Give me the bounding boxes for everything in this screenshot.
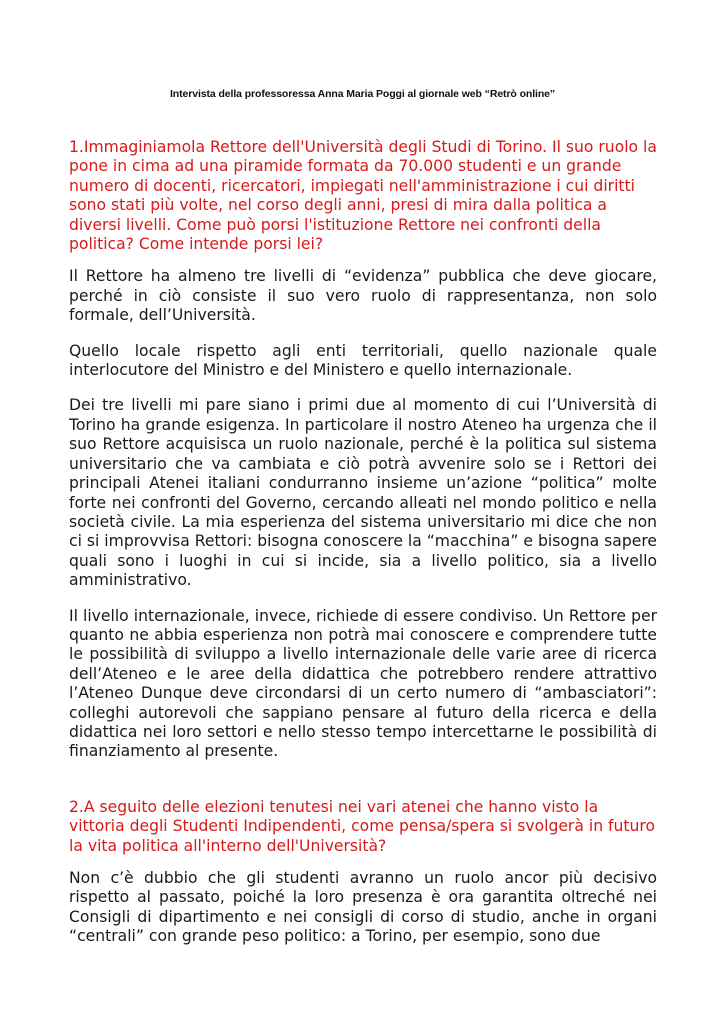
document-title: Intervista della professoressa Anna Maria Poggi al giornale web “Retrò online” (169, 88, 556, 100)
answer-1-paragraph-4: Il livello internazionale, invece, richiede di essere condiviso. Un Rettore per quanto ne abbia esperienza non potrà mai conoscere e comprendere tutte le possibilità di sviluppo a livello internazionale delle varie aree di ricerca dell’Ateneo e le aree della didattica che potrebbero rendere attrattivo l’Ateneo Dunque deve circondarsi di un certo numero di “ambasciatori”: colleghi autorevoli che sappiano pensare al futuro della ricerca e della didattica nei loro settori e nello stesso tempo intercettarne le possibilità di finanziamento al presente. (69, 606, 657, 761)
answer-1-paragraph-3: Dei tre livelli mi pare siano i primi due al momento di cui l’Università di Torino ha grande esigenza. In particolare il nostro Ateneo ha urgenza che il suo Rettore acquisisca un ruolo nazionale, perché è la politica sul sistema universitario che va cambiata e ciò potrà avvenire solo se i Rettori dei principali Atenei italiani condurranno insieme un’azione “politica” molte forte nei confronti del Governo, cercando alleati nel mondo politico e nella società civile. La mia esperienza del sistema universitario mi dice che non ci si improvvisa Rettori: bisogna conoscere la “macchina” e bisogna sapere quali sono i luoghi in cui si incide, sia a livello politico, sia a livello amministrativo. (69, 396, 657, 590)
answer-2-paragraph-1: Non c’è dubbio che gli studenti avranno un ruolo ancor più decisivo rispetto al passato, poiché la loro presenza è ora garantita oltreché nei Consigli di dipartimento e nei consigli di corso di studio, anche in organi “centrali” con grande peso politico: a Torino, per esempio, sono due (69, 869, 657, 946)
answer-1-paragraph-1: Il Rettore ha almeno tre livelli di “evidenza” pubblica che deve giocare, perché in ciò consiste il suo vero ruolo di rappresentanza, non solo formale, dell’Università. (69, 267, 657, 325)
document-body (69, 138, 657, 947)
answer-1-paragraph-2: Quello locale rispetto agli enti territoriali, quello nazionale quale interlocutore del Ministro e del Ministero e quello internazionale. (69, 341, 657, 380)
question-2: 2.A seguito delle elezioni tenutesi nei vari atenei che hanno visto la vittoria degli Studenti Indipendenti, come pensa/spera si svolgerà in futuro la vita politica all'interno dell'Università? (69, 797, 656, 855)
question-1: 1.Immaginiamola Rettore dell'Università degli Studi di Torino. Il suo ruolo la pone in cima ad una piramide formata da 70.000 studenti e un grande numero di docenti, ricercatori, impiegati nell'amministrazione i cui diritti sono stati più volte, nel corso degli anni, presi di mira dalla politica a diversi livelli. Come può porsi l'istituzione Rettore nei confronti della politica? Come intende porsi lei? (69, 138, 657, 254)
